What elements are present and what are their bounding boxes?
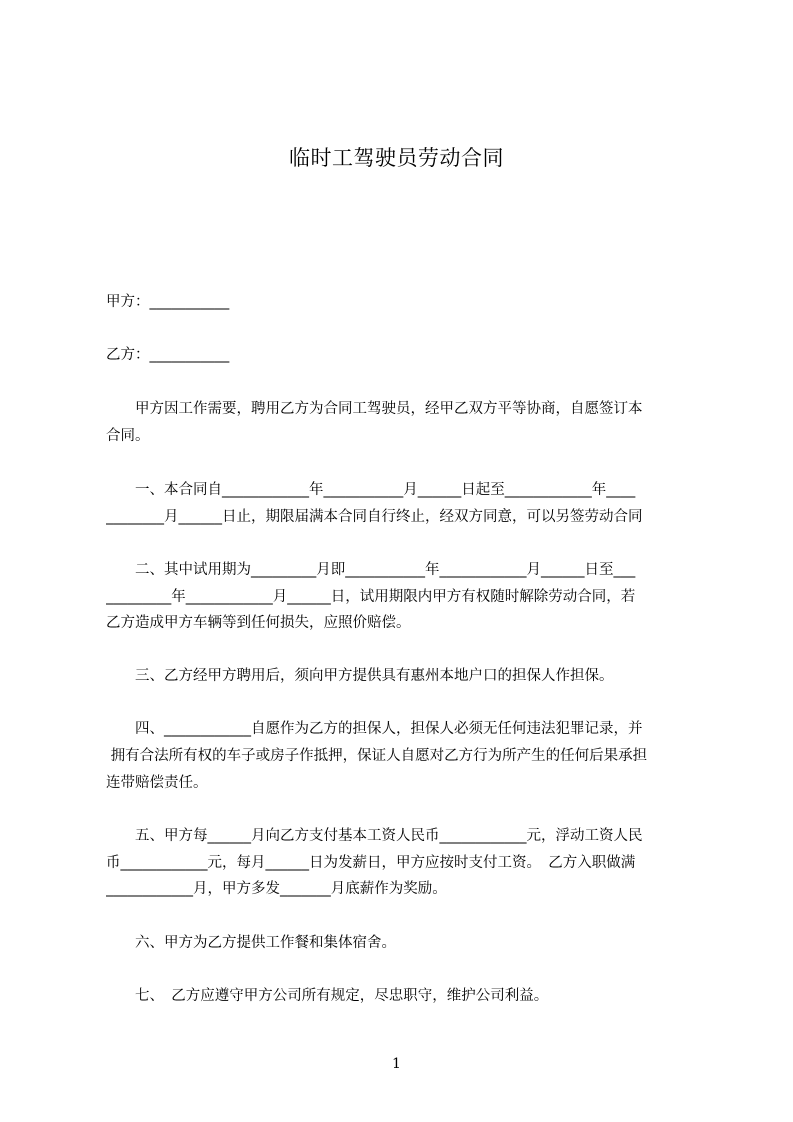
document-title: 临时工驾驶员劳动合同 (289, 146, 504, 170)
page-number: 1 (392, 1056, 401, 1072)
clause-2-line-3: 乙方造成甲方车辆等到任何损失，应照价赔偿。 (106, 615, 411, 631)
clause-1-line-1: 一、本合同自____________年___________月______日起至____________年____ (106, 482, 636, 498)
clause-6-line-1: 六、甲方为乙方提供工作餐和集体宿舍。 (106, 935, 396, 951)
clause-5-line-1: 五、甲方每______月向乙方支付基本工资人民币____________元，浮动工资人民 (106, 828, 643, 844)
clause-2-line-1: 二、其中试用期为_________月即___________年____________月______日至___ (106, 562, 636, 578)
clause-3-line-1: 三、乙方经甲方聘用后，须向甲方提供具有惠州本地户口的担保人作担保。 (106, 668, 614, 684)
clause-4-line-3: 连带赔偿责任。 (106, 775, 208, 791)
clause-4-line-2: 拥有合法所有权的车子或房子作抵押，保证人自愿对乙方行为所产生的任何后果承担 (106, 748, 648, 764)
clause-4-line-1: 四、____________自愿作为乙方的担保人，担保人必须无任何违法犯罪记录，并 (106, 721, 643, 737)
clause-2-line-2: _________年____________月______日，试用期限内甲方有权随时解除劳动合同，若 (106, 589, 636, 605)
clause-5-line-3: ____________月，甲方多发_______月底薪作为奖励。 (106, 881, 447, 897)
clause-1-line-2: ________月______日止，期限届满本合同自行终止，经双方同意，可以另签劳动合同 (106, 509, 643, 525)
party-a-line: 甲方：___________ (106, 294, 230, 310)
clause-5-line-2: 币____________元，每月______日为发薪日，甲方应按时支付工资。 乙方入职做满 (106, 855, 636, 871)
clause-7-line-1: 七、 乙方应遵守甲方公司所有规定，尽忠职守，维护公司利益。 (106, 988, 549, 1004)
intro-line-2: 合同。 (106, 428, 150, 444)
intro-line-1: 甲方因工作需要，聘用乙方为合同工驾驶员，经甲乙双方平等协商，自愿签订本 (106, 401, 643, 417)
party-b-line: 乙方：___________ (106, 347, 230, 363)
